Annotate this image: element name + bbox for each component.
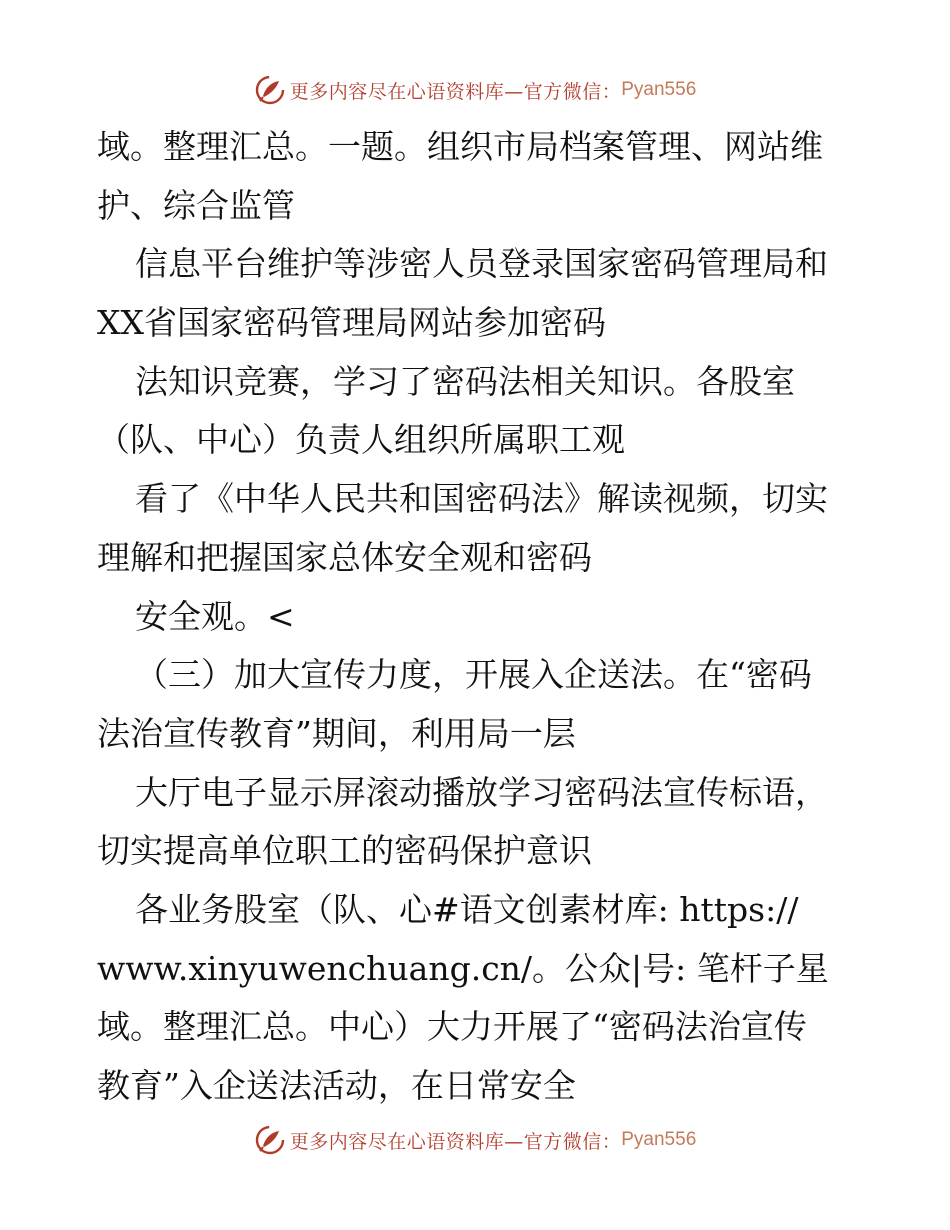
- body-line: 大厅电子显示屏滚动播放学习密码法宣传标语，: [135, 772, 828, 812]
- body-line: 域。整理汇总。一题。组织市局档案管理、网站维: [97, 127, 823, 166]
- body-line: 理解和把握国家总体安全观和密码: [97, 537, 592, 577]
- body-line: 法知识竞赛，学习了密码法相关知识。各股室: [135, 361, 795, 401]
- body-line: 域。整理汇总。中心）大力开展了“密码法治宣传: [97, 1007, 807, 1047]
- footer-banner: [0, 1120, 950, 1160]
- body-line: XX省国家密码管理局网站参加密码: [97, 303, 606, 343]
- body-line: www.xinyuwenchuang.cn/。公众|号: 笔杆子星: [97, 948, 829, 988]
- footer-banner-handle: Pyan556: [621, 1129, 697, 1150]
- leaf-pen-logo-icon: [254, 74, 286, 106]
- body-line: 安全观。<: [135, 596, 295, 636]
- footer-banner-text: 更多内容尽在心语资料库—官方微信：: [289, 1130, 622, 1153]
- leaf-pen-logo-icon: [254, 1124, 286, 1156]
- document-body: [97, 118, 857, 1116]
- body-line: 护、综合监管: [97, 185, 295, 225]
- body-line: （队、中心）负责人组织所属职工观: [97, 420, 625, 460]
- body-line: 教育”入企送法活动，在日常安全: [97, 1066, 576, 1105]
- body-line: 信息平台维护等涉密人员登录国家密码管理局和: [135, 244, 828, 284]
- header-banner-text: 更多内容尽在心语资料库—官方微信：: [289, 80, 622, 103]
- header-banner: [0, 70, 950, 110]
- body-line: 切实提高单位职工的密码保护意识: [97, 831, 592, 871]
- header-banner-handle: Pyan556: [621, 79, 697, 100]
- body-line: 看了《中华人民共和国密码法》解读视频，切实: [135, 479, 828, 519]
- body-line: 法治宣传教育”期间，利用局一层: [97, 713, 576, 753]
- body-line: （三）加大宣传力度，开展入企送法。在“密码: [135, 655, 812, 695]
- body-line: 各业务股室（队、心#语文创素材库: https://: [135, 889, 799, 929]
